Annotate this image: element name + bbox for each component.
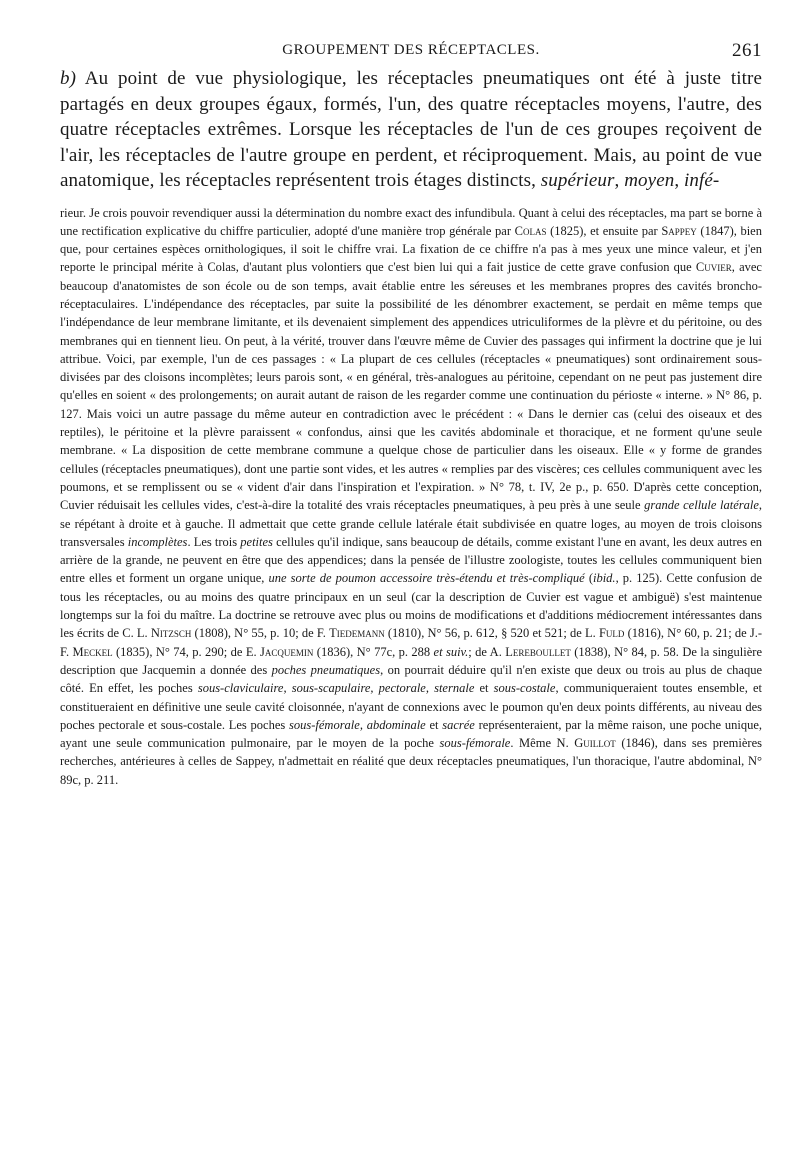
lead-em-inferieur: infé- — [684, 170, 720, 191]
text-run: , p. 125). Cette confusion de tous les réceptacles, ou au moins des quatre principaux en un seul (car la description de Cuvier est vague et ambiguë) s'est maintenue longtemps sur la foi du maître. La doctrine se retrouve avec plus ou moins de modifications et d'additions médiocrement intéressantes dans les écrits de C. L. — [60, 571, 762, 641]
author-name: Cuvier — [695, 260, 732, 275]
lead-text: Au point de vue physiologique, les réceptacles pneumatiques ont été à juste titre partagés en deux groupes égaux, formés, l'un, des quatre réceptacles moyens, l'autre, des quatre réceptacles extrêmes. Lorsque les réceptacles de l'un de ces groupes reçoivent de l'air, les réceptacles de l'autre groupe en perdent, et réciproquement. Mais, au point de vue anatomique, les réceptacles représentent trois étages distincts, — [60, 68, 762, 191]
text-run: rieur. Je crois pouvoir revendiquer aussi la détermination du nombre exact des infundibula. Quant à celui des réceptacles, ma part se borne à une rectification explicative du chiffre particulier, adopté d'une manière trop générale par — [60, 205, 762, 238]
emphasis: sous-costale — [493, 681, 556, 696]
emphasis: incomplètes — [127, 534, 188, 549]
text-run: (1846), dans ses premières recherches, antérieures à celles de Sappey, n'admettait en réalité que deux réceptacles pneumatiques, l'un thoracique, l'autre abdominal, N° 89c, p. 211. — [60, 736, 763, 787]
emphasis: sous-fémorale, abdominale — [289, 717, 426, 732]
text-run: , se répétant à droite et à gauche. Il admettait que cette grande cellule latérale était subdivisée en quatre loges, au moyen de trois cloisons transversales — [60, 498, 763, 549]
emphasis: poches pneumatiques — [271, 662, 381, 677]
emphasis: sacrée — [442, 717, 475, 732]
lead-sep: , — [614, 170, 625, 191]
author-name: Nitzsch — [150, 626, 192, 641]
author-name: Sappey — [661, 223, 697, 238]
emphasis: ibid. — [592, 571, 616, 586]
text-run: (1825), et ensuite par — [546, 223, 662, 238]
emphasis: sous-fémorale — [439, 736, 511, 751]
running-title: GROUPEMENT DES RÉCEPTACLES. — [282, 42, 540, 58]
text-run: , communiqueraient toutes ensemble, et constitueraient en définitive une seule cavité cloisonnée, n'ayant de connexions avec le poumon qu'en deux points différents, au niveau des poches pectorale et sous-costale. Les poches — [60, 681, 762, 732]
text-run: . Même N. — [510, 736, 575, 751]
text-run: et — [474, 681, 494, 696]
author-name: Guillot — [574, 736, 616, 751]
lead-sep: , — [674, 170, 685, 191]
text-run: ( — [584, 571, 593, 586]
text-run: et — [425, 717, 443, 732]
text-run: (1838), N° 84, p. 58. De la singulière description que Jacquemin a donnée des — [60, 644, 763, 677]
text-run: , avec beaucoup d'anatomistes de son école ou de son temps, avait établie entre les séreuses et les membranes propres des cavités broncho-réceptaculaires. L'indépendance des réceptacles, par suite la possibilité de les dénombrer exactement, se perdait en même temps que l'indépendance de leur membrane limitante, et ils devenaient simplement des appendices utriculiformes de la plèvre et du péritoine, ou des membranes qui en tiennent lieu. On peut, à la vérité, trouver dans l'œuvre même de Cuvier des passages qui infirment la doctrine que je lui attribue. Voici, par exemple, l'un de ces passages : « La plupart de ces cellules (réceptacles « pneumatiques) sont ordinairement sous-divisées par des cloisons incomplètes; leurs parois sont, « en général, très-analogues au péritoine, cependant on ne peut pas justement dire qu'elles en soient « des prolongements; on aurait autant de raison de les regarder comme une continuation du périoste « interne. » N° 86, p. 127. Mais voici un autre passage du même auteur en contradiction avec le précédent : « Dans le dernier cas (celui des oiseaux et des reptiles), le péritoine et la plèvre paraissent « confondus, ainsi que les cavités abdominale et thoracique, et ne forment qu'une seule membrane. « La disposition de cette membrane commune a quelque chose de particulier dans les oiseaux. Elle « y forme de grandes cellules (réceptacles pneumatiques), dont une partie sont vides, et les autres « remplies par des viscères; ces cellules communiquent avec les poumons, et se remplissent ou se « vident d'air dans l'inspiration et l'expiration. » N° 78, t. IV, 2e p., p. 650. D'après cette conception, Cuvier réduisait les cellules vides, c'est-à-dire la totalité des vrais réceptacles pneumatiques, à peu près à une seule — [60, 260, 762, 513]
text-run: (1816), N° 60, p. 21; de J.-F. — [60, 626, 762, 659]
text-run: (1836), N° 77c, p. 288 — [313, 644, 434, 659]
author-name: Lereboullet — [505, 644, 571, 659]
lead-em-superieur: supérieur — [540, 170, 615, 191]
author-name: Meckel — [72, 644, 113, 659]
page-number: 261 — [732, 40, 762, 61]
lead-paragraph — [60, 66, 762, 194]
author-name: Fuld — [598, 626, 625, 641]
text-run: . Les trois — [187, 534, 241, 549]
text-run: ; de A. — [468, 644, 506, 659]
emphasis: une sorte de poumon accessoire très-étendu et très-compliqué — [268, 571, 585, 586]
emphasis: sous-claviculaire, sous-scapulaire, pectorale, sternale — [197, 681, 475, 696]
page — [60, 40, 762, 789]
author-name: Tiedemann — [329, 626, 385, 641]
emphasis: grande cellule latérale — [644, 498, 759, 513]
lead-em-moyen: moyen — [624, 170, 675, 191]
text-run: représenteraient, par la même raison, une poche unique, ayant une seule communication pulmonaire, par le moyen de la poche — [60, 717, 762, 751]
text-run: (1847), bien que, pour certaines espèces ornithologiques, il soit le chiffre vrai. La fixation de ce chiffre n'a pas à mes yeux une mince valeur, et j'en reporte le principal mérite à Colas, d'autant plus volontiers que c'est bien lui qui a fait justice de cette grave confusion que — [60, 223, 762, 275]
text-run: , on pourrait déduire qu'il n'en existe que deux ou trois au plus de chaque côté. En effet, les poches — [60, 662, 762, 696]
text-run: cellules qu'il indique, sans beaucoup de détails, comme existant l'une en avant, les deux autres en arrière de la grande, ne peuvent en être que des appendices; dans la pensée de l'illustre zoologiste, toutes les cellules communiquent bien entre elles et forment un organe unique, — [60, 534, 763, 586]
author-name: Jacquemin — [260, 644, 314, 659]
author-name: Colas — [514, 223, 547, 238]
emphasis: et suiv. — [433, 644, 469, 659]
emphasis: petites — [240, 534, 273, 549]
text-run: (1810), N° 56, p. 612, § 520 et 521; de L. — [384, 626, 599, 641]
text-run: (1835), N° 74, p. 290; de E. — [112, 644, 261, 659]
footnote-paragraph — [60, 204, 762, 790]
text-run: (1808), N° 55, p. 10; de F. — [191, 626, 330, 641]
section-marker: b) — [60, 68, 77, 89]
running-header — [60, 40, 762, 66]
